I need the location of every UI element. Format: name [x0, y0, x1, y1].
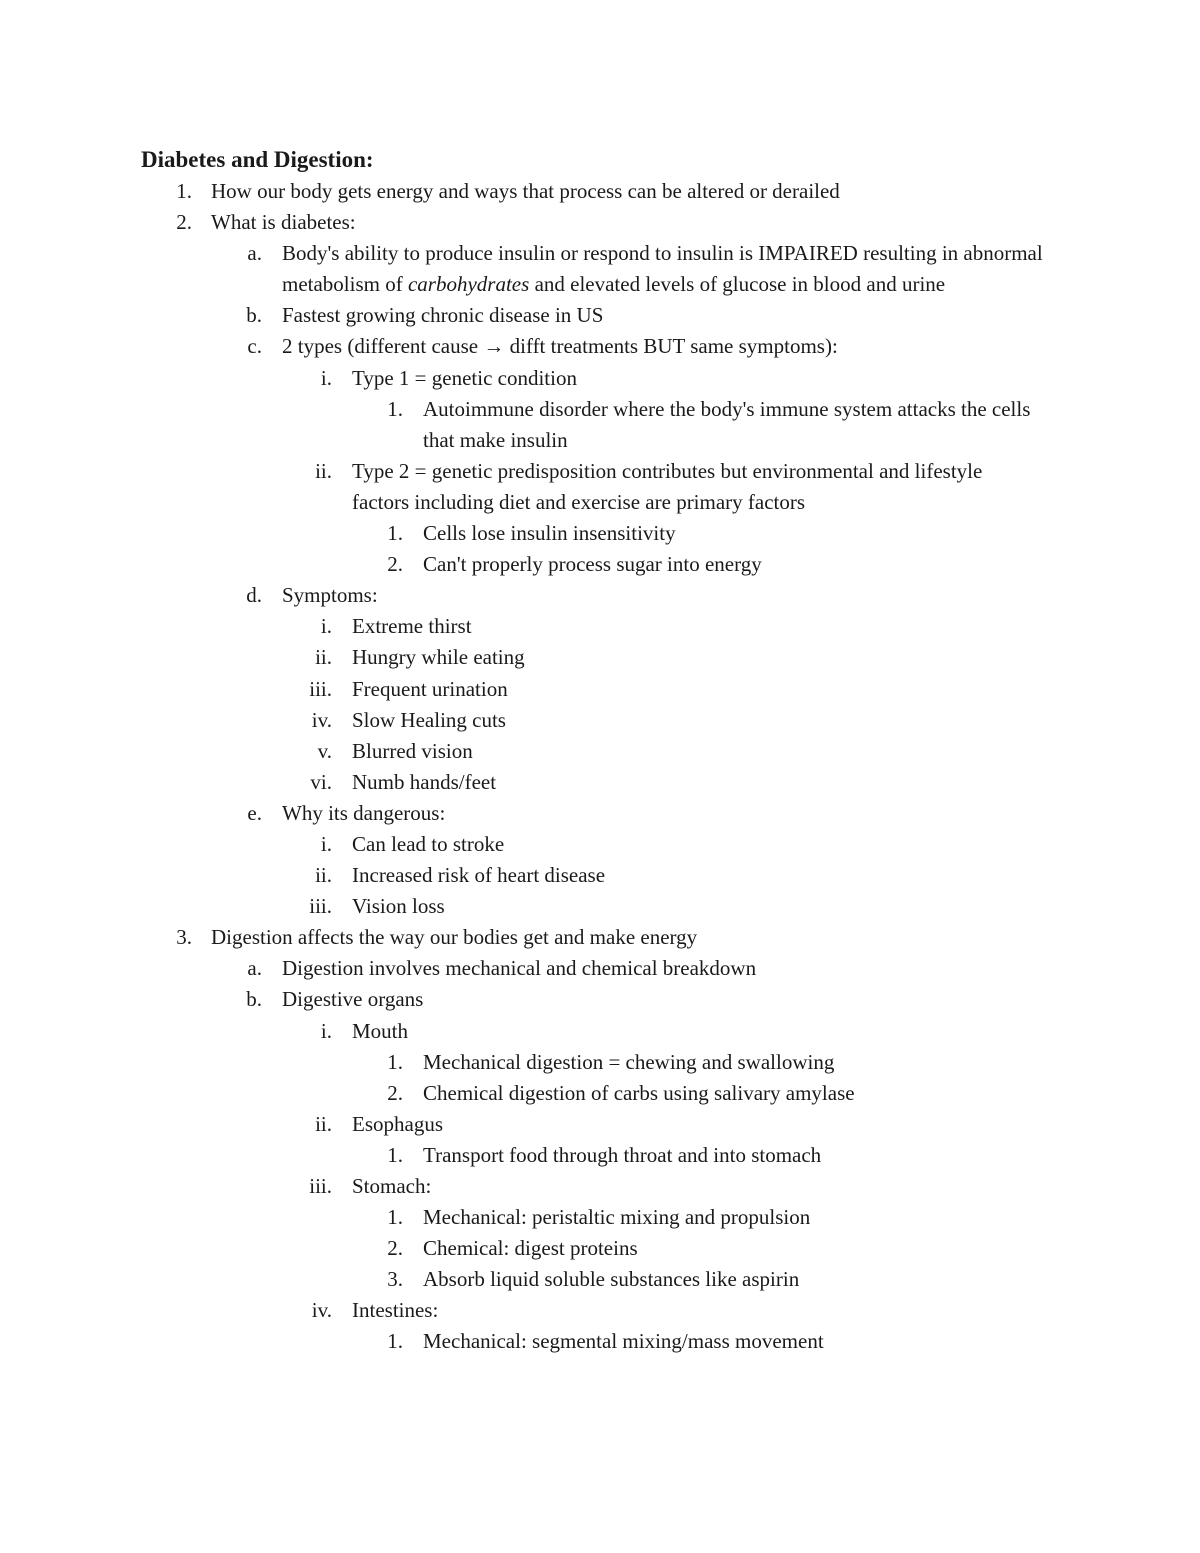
- list-marker: v.: [317, 738, 332, 763]
- list-marker: b.: [246, 987, 262, 1012]
- list-marker: iii.: [309, 1174, 332, 1198]
- list-item-text: Blurred vision: [352, 738, 473, 763]
- list-item-text: Stomach:: [352, 1174, 432, 1198]
- list-marker: iii.: [309, 676, 332, 701]
- list-item-text: What is diabetes:: [211, 210, 356, 235]
- list-item: [0, 331, 1200, 362]
- list-item: [0, 1326, 1200, 1357]
- list-item-text: Can lead to stroke: [352, 831, 505, 856]
- list-item: [0, 549, 1200, 580]
- emphasized-term: carbohydrates: [407, 272, 530, 297]
- list-item: [0, 611, 1200, 642]
- list-item: [0, 860, 1200, 891]
- list-marker: 1.: [387, 1205, 403, 1230]
- list-item-text: Frequent urination: [352, 676, 508, 701]
- list-item-text: Vision loss: [352, 894, 445, 919]
- list-item: [0, 518, 1200, 549]
- list-item-text: Intestines:: [352, 1298, 439, 1323]
- list-item-text: Mouth: [352, 1018, 409, 1043]
- list-item-text: Transport food through throat and into stomach: [423, 1142, 822, 1167]
- list-marker: c.: [247, 334, 262, 359]
- list-item-text: Extreme thirst: [352, 614, 472, 639]
- list-marker: 1.: [387, 1049, 403, 1074]
- list-marker: a.: [247, 956, 262, 981]
- list-item: [0, 363, 1200, 394]
- list-marker: 2.: [387, 552, 403, 577]
- list-marker: vi.: [310, 769, 332, 794]
- list-item-text: Mechanical: peristaltic mixing and propulsion: [423, 1205, 811, 1230]
- list-item-text: Absorb liquid soluble substances like aspirin: [423, 1267, 800, 1292]
- list-item: [0, 580, 1200, 611]
- list-item: [0, 1078, 1200, 1109]
- list-item: [0, 1171, 1200, 1202]
- list-marker: iii.: [309, 894, 332, 919]
- list-item-text: Digestion affects the way our bodies get and make energy: [211, 925, 698, 950]
- list-item-text: Mechanical: segmental mixing/mass movement: [423, 1329, 824, 1354]
- list-marker: ii.: [315, 1111, 332, 1136]
- list-item: [0, 1047, 1200, 1078]
- page-title: Diabetes and Digestion:: [141, 147, 374, 172]
- list-item: [0, 1202, 1200, 1233]
- list-marker: i.: [320, 831, 332, 856]
- list-marker: b.: [246, 303, 262, 328]
- list-item: [0, 798, 1200, 829]
- list-item-text: Chemical: digest proteins: [423, 1236, 638, 1261]
- list-marker: 1.: [176, 179, 192, 203]
- list-item-text: Why its dangerous:: [282, 800, 446, 825]
- list-item-text: [282, 238, 1052, 300]
- list-item: [0, 456, 1200, 518]
- list-marker: 1.: [387, 396, 403, 421]
- list-item-text: Chemical digestion of carbs using salivary amylase: [423, 1080, 855, 1105]
- list-item-text: Fastest growing chronic disease in US: [282, 303, 604, 328]
- list-item-text: Esophagus: [352, 1111, 443, 1136]
- list-marker: 2.: [387, 1236, 403, 1261]
- list-item-text: Can't properly process sugar into energy: [423, 552, 762, 577]
- list-item: [0, 767, 1200, 798]
- list-item: [0, 300, 1200, 331]
- list-item: [0, 394, 1200, 456]
- list-marker: i.: [320, 365, 332, 390]
- text-segment: Body's ability to produce insulin or respond to insulin is IMPAIRED resulting in abnormal metabolism of: [282, 241, 1043, 297]
- list-marker: d.: [246, 583, 262, 608]
- list-item: [0, 1264, 1200, 1295]
- list-item: [0, 674, 1200, 705]
- list-item-text: Cells lose insulin insensitivity: [423, 521, 676, 546]
- list-marker: i.: [320, 1018, 332, 1043]
- list-marker: ii.: [315, 645, 332, 670]
- list-item: [0, 176, 1200, 207]
- list-item: [0, 1233, 1200, 1264]
- list-item: [0, 705, 1200, 736]
- list-item-text: 2 types (different cause → difft treatments BUT same symptoms):: [282, 334, 838, 359]
- list-marker: i.: [320, 614, 332, 639]
- list-marker: ii.: [315, 863, 332, 888]
- list-item-text: Increased risk of heart disease: [352, 863, 606, 888]
- list-item: [0, 238, 1200, 300]
- list-marker: e.: [247, 800, 262, 825]
- list-item: [0, 922, 1200, 953]
- list-item: [0, 1295, 1200, 1326]
- list-item: [0, 1109, 1200, 1140]
- list-marker: ii.: [315, 458, 332, 483]
- list-marker: 3.: [176, 925, 192, 950]
- list-item: [0, 891, 1200, 922]
- list-item: [0, 1016, 1200, 1047]
- list-item-text: Slow Healing cuts: [352, 707, 506, 732]
- list-item-text: Type 1 = genetic condition: [352, 365, 577, 390]
- list-item: [0, 736, 1200, 767]
- list-item-text: Digestion involves mechanical and chemical breakdown: [282, 956, 757, 981]
- list-marker: 2.: [176, 210, 192, 235]
- list-item-text: Numb hands/feet: [352, 769, 497, 794]
- list-item-text: Type 2 = genetic predisposition contributes but environmental and lifestyle factors including diet and exercise are primary factors: [352, 458, 983, 514]
- list-marker: 3.: [387, 1267, 403, 1292]
- list-marker: iv.: [311, 707, 332, 732]
- list-item: [0, 207, 1200, 238]
- list-item: [0, 829, 1200, 860]
- list-item-text: Symptoms:: [282, 583, 378, 608]
- list-marker: iv.: [311, 1298, 332, 1323]
- list-item-text: Autoimmune disorder where the body's immune system attacks the cells that make insulin: [423, 396, 1031, 452]
- outline-list: [0, 176, 1200, 1358]
- list-marker: 1.: [387, 1329, 403, 1354]
- list-item-text: Hungry while eating: [352, 645, 525, 670]
- list-item: [0, 642, 1200, 673]
- list-marker: 1.: [387, 521, 403, 546]
- list-item: [0, 1140, 1200, 1171]
- list-marker: 1.: [387, 1142, 403, 1167]
- list-marker: 2.: [387, 1080, 403, 1105]
- list-item: [0, 984, 1200, 1015]
- list-item: [0, 953, 1200, 984]
- list-item-text: How our body gets energy and ways that process can be altered or derailed: [211, 179, 840, 203]
- list-item-text: Digestive organs: [282, 987, 424, 1012]
- list-marker: a.: [247, 241, 262, 266]
- list-item-text: Mechanical digestion = chewing and swallowing: [423, 1049, 835, 1074]
- text-segment: and elevated levels of glucose in blood and urine: [529, 272, 946, 297]
